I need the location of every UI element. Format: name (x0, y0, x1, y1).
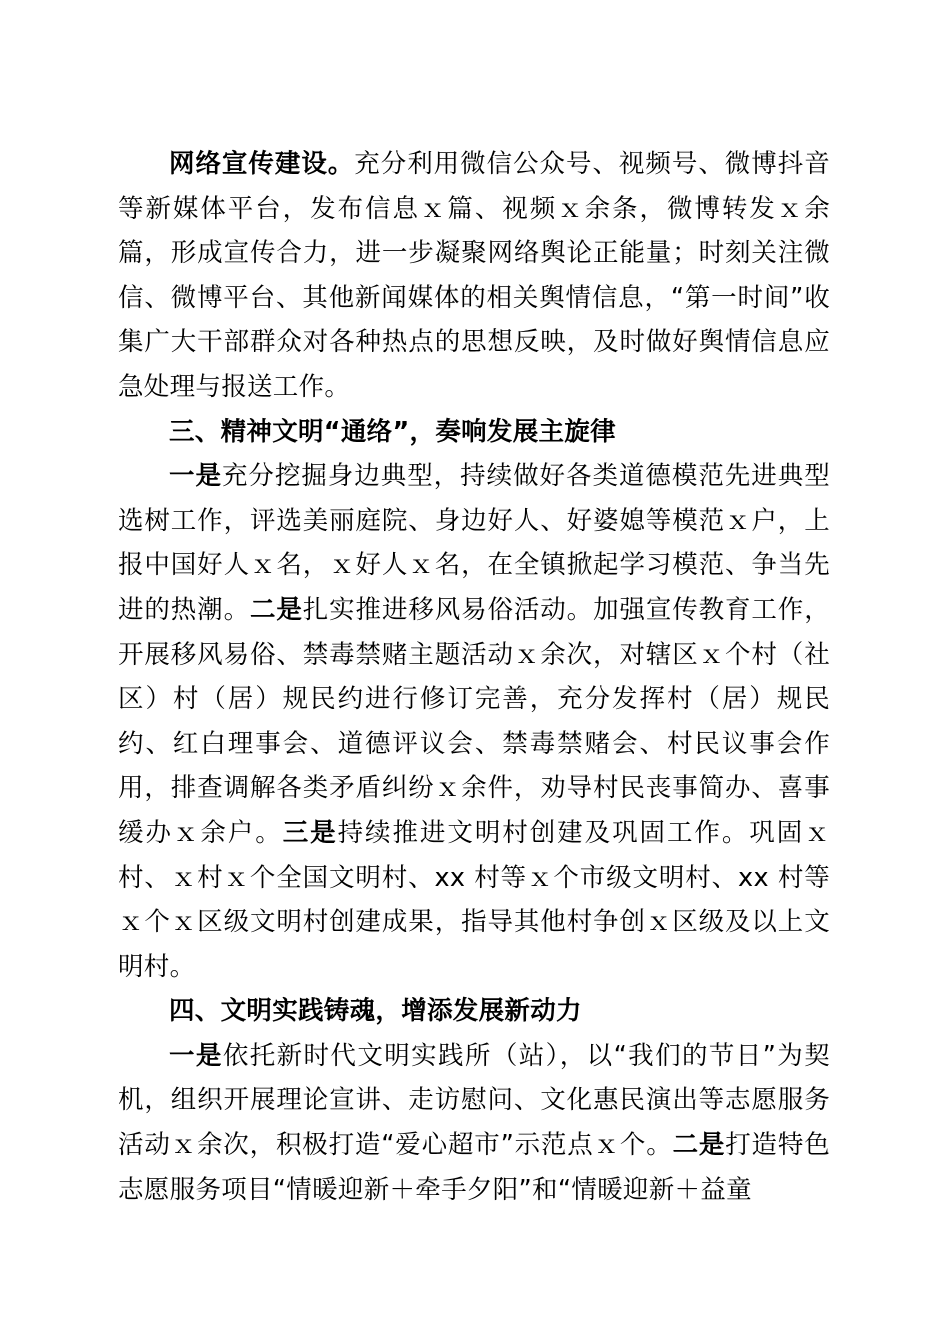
item-lead-3: 三是 (282, 817, 338, 848)
item-text-2: 打造特色志愿服务项目“情暖迎新＋牵手夕阳”和“情暖迎新＋益童 (118, 1130, 830, 1205)
item-text-3: 持续推进文明村创建及巩固工作。巩固ｘ村、ｘ村ｘ个全国文明村、xx 村等ｘ个市级文明村、xx 村等ｘ个ｘ区级文明村创建成果，指导其他村争创ｘ区级及以上文明村。 (118, 817, 830, 982)
section-heading-3: 三、精神文明“通络”，奏响发展主旋律 (169, 416, 616, 447)
item-text-1: 依托新时代文明实践所（站），以“我们的节日”为契机，组织开展理论宣讲、走访慰问、文化惠民演出等志愿服务活动ｘ余次，积极打造“爱心超市”示范点ｘ个。 (118, 1040, 830, 1161)
document-page (118, 142, 830, 1212)
paragraph-body: 充分利用微信公众号、视频号、微博抖音等新媒体平台，发布信息ｘ篇、视频ｘ余条，微博转发ｘ余篇，形成宣传合力，进一步凝聚网络舆论正能量；时刻关注微信、微博平台、其他新闻媒体的相关舆情信息，“第一时间”收集广大干部群众对各种热点的思想反映，及时做好舆情信息应急处理与报送工作。 (118, 149, 830, 402)
item-lead-1: 一是 (169, 461, 222, 492)
section-heading-4: 四、文明实践铸魂，增添发展新动力 (169, 996, 582, 1027)
paragraph-civilization-practice (118, 1034, 830, 1212)
paragraph-spiritual-civilization (118, 454, 830, 989)
item-text-1: 充分挖掘身边典型，持续做好各类道德模范先进典型选树工作，评选美丽庭院、身边好人、好婆媳等模范ｘ户，上报中国好人ｘ名，ｘ好人ｘ名，在全镇掀起学习模范、争当先进的热潮。 (118, 461, 830, 625)
item-lead-2: 二是 (672, 1130, 726, 1161)
paragraph-lead: 网络宣传建设。 (169, 149, 355, 179)
paragraph-network-publicity (118, 142, 830, 410)
item-lead-1: 一是 (169, 1040, 223, 1071)
item-lead-2: 二是 (249, 594, 303, 625)
item-text-2: 扎实推进移风易俗活动。加强宣传教育工作，开展移风易俗、禁毒禁赌主题活动ｘ余次，对辖区ｘ个村（社区）村（居）规民约进行修订完善，充分发挥村（居）规民约、红白理事会、道德评议会、禁毒禁赌会、村民议事会作用，排查调解各类矛盾纠纷ｘ余件，劝导村民丧事简办、喜事缓办ｘ余户。 (118, 594, 830, 848)
